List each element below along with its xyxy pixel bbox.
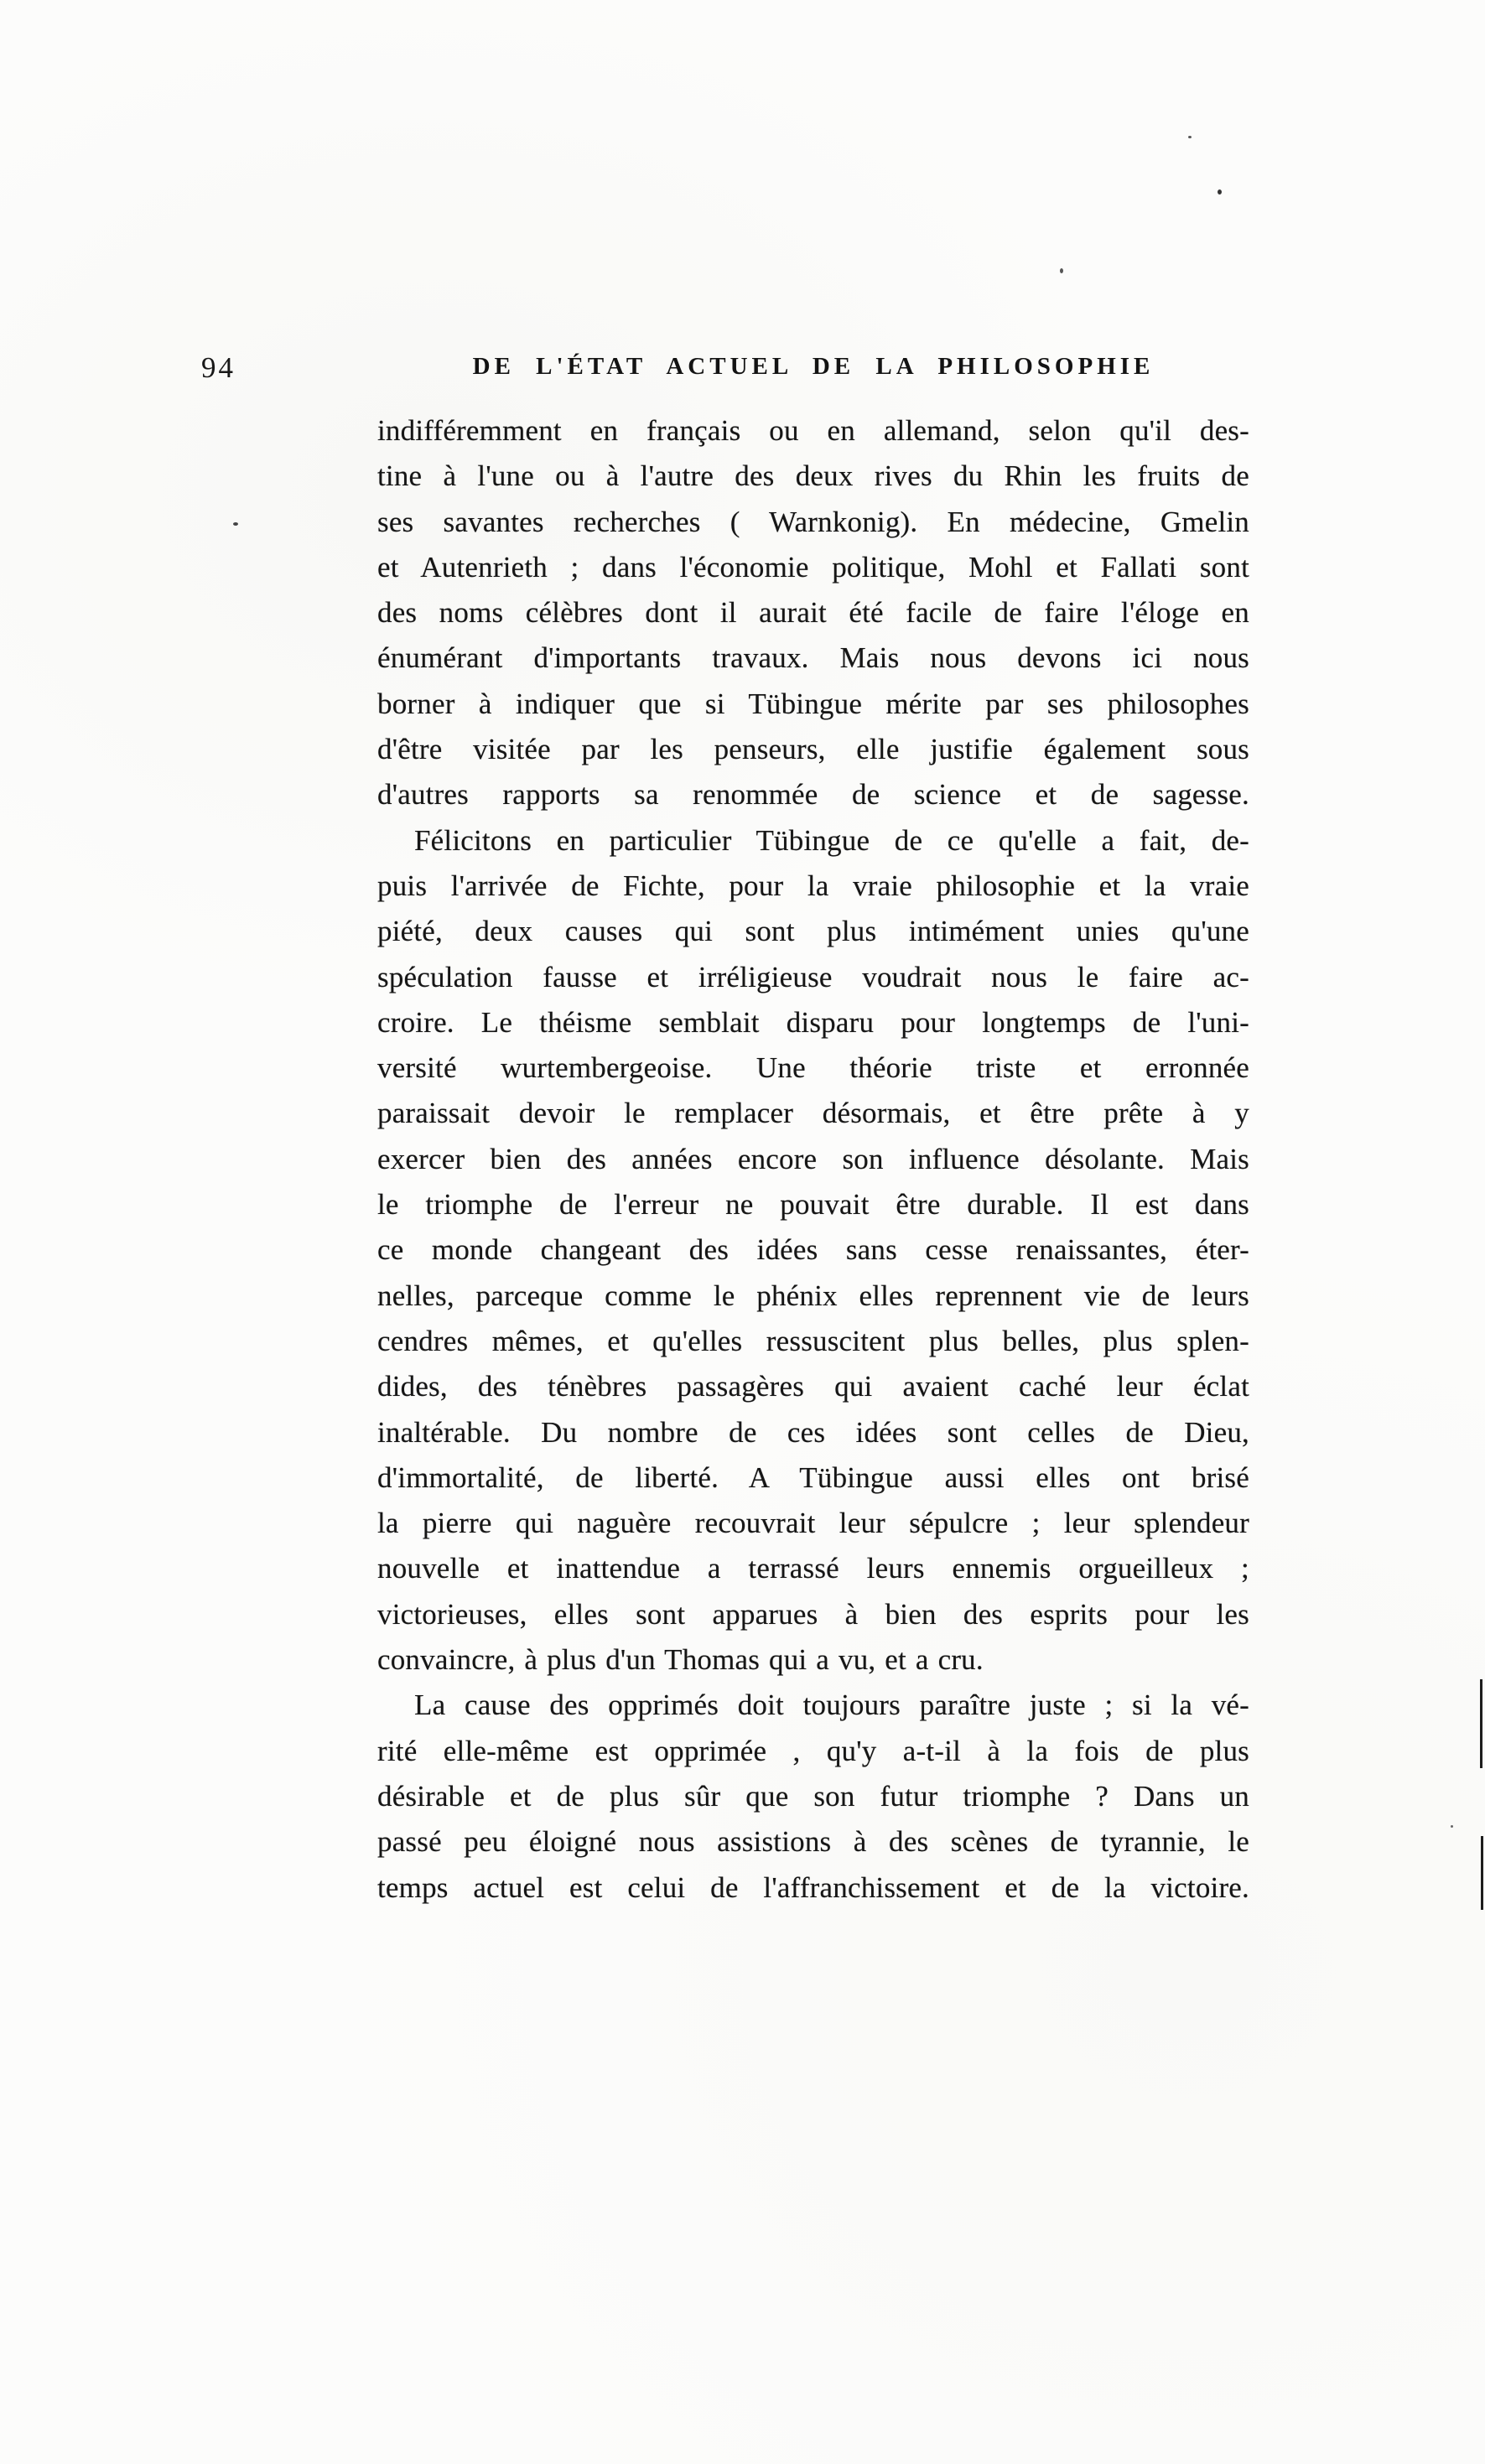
text-line: versité wurtembergeoise. Une théorie triste et erronnée: [377, 1051, 1249, 1085]
text-line: le triomphe de l'erreur ne pouvait être durable. Il est dans: [377, 1188, 1249, 1222]
text-line: cendres mêmes, et qu'elles ressuscitent plus belles, plus splen-: [377, 1324, 1249, 1357]
page-number: 94: [201, 351, 236, 384]
pencil-margin-stroke: [1481, 1836, 1483, 1910]
text-line: piété, deux causes qui sont plus intimément unies qu'une: [377, 915, 1249, 948]
text-line: d'immortalité, de liberté. A Tübingue aussi elles ont brisé: [377, 1460, 1249, 1494]
running-header: DE L'ÉTAT ACTUEL DE LA PHILOSOPHIE: [472, 353, 1155, 380]
text-line: rité elle-même est opprimée , qu'y a-t-il à la fois de plus: [377, 1734, 1249, 1767]
text-line: borner à indiquer que si Tübingue mérite par ses philosophes: [377, 687, 1249, 720]
text-line: des noms célèbres dont il aurait été facile de faire l'éloge en: [377, 596, 1249, 630]
text-line: ses savantes recherches ( Warnkonig). En médecine, Gmelin: [377, 505, 1249, 538]
text-line: nouvelle et inattendue a terrassé leurs ennemis orgueilleux ;: [377, 1552, 1249, 1585]
text-line: La cause des opprimés doit toujours paraître juste ; si la vé-: [414, 1688, 1249, 1722]
ink-speck: [1188, 136, 1192, 138]
text-line: d'autres rapports sa renommée de science et de sagesse.: [377, 778, 1249, 812]
text-line: désirable et de plus sûr que son futur triomphe ? Dans un: [377, 1779, 1249, 1813]
text-line: et Autenrieth ; dans l'économie politique, Mohl et Fallati sont: [377, 550, 1249, 584]
text-line: croire. Le théisme semblait disparu pour longtemps de l'uni-: [377, 1005, 1249, 1039]
text-line: inaltérable. Du nombre de ces idées sont celles de Dieu,: [377, 1415, 1249, 1449]
ink-speck: [233, 522, 238, 526]
pencil-margin-stroke: [1480, 1679, 1482, 1768]
ink-speck: [1060, 268, 1063, 273]
text-line: paraissait devoir le remplacer désormais, et être prête à y: [377, 1097, 1249, 1130]
text-line: puis l'arrivée de Fichte, pour la vraie philosophie et la vraie: [377, 869, 1249, 902]
ink-speck: [1218, 189, 1222, 195]
text-line: exercer bien des années encore son influence désolante. Mais: [377, 1142, 1249, 1175]
text-line: victorieuses, elles sont apparues à bien des esprits pour les: [377, 1597, 1249, 1631]
text-line: spéculation fausse et irréligieuse voudrait nous le faire ac-: [377, 960, 1249, 993]
ink-speck: [1451, 1825, 1453, 1828]
body-text-block: [377, 408, 1249, 1911]
text-line: temps actuel est celui de l'affranchissement et de la victoire.: [377, 1870, 1249, 1904]
text-line: énumérant d'importants travaux. Mais nous devons ici nous: [377, 641, 1249, 675]
text-line: convaincre, à plus d'un Thomas qui a vu, et a cru.: [377, 1643, 984, 1677]
text-line: la pierre qui naguère recouvrait leur sépulcre ; leur splendeur: [377, 1507, 1249, 1540]
text-line: indifféremment en français ou en allemand, selon qu'il des-: [377, 414, 1249, 447]
text-line: Félicitons en particulier Tübingue de ce qu'elle a fait, de-: [414, 823, 1249, 857]
text-line: passé peu éloigné nous assistions à des scènes de tyrannie, le: [377, 1825, 1249, 1859]
text-line: tine à l'une ou à l'autre des deux rives du Rhin les fruits de: [377, 459, 1249, 493]
text-line: dides, des ténèbres passagères qui avaient caché leur éclat: [377, 1370, 1249, 1403]
text-line: d'être visitée par les penseurs, elle justifie également sous: [377, 733, 1249, 766]
text-line: ce monde changeant des idées sans cesse renaissantes, éter-: [377, 1233, 1249, 1267]
text-line: nelles, parceque comme le phénix elles reprennent vie de leurs: [377, 1279, 1249, 1312]
